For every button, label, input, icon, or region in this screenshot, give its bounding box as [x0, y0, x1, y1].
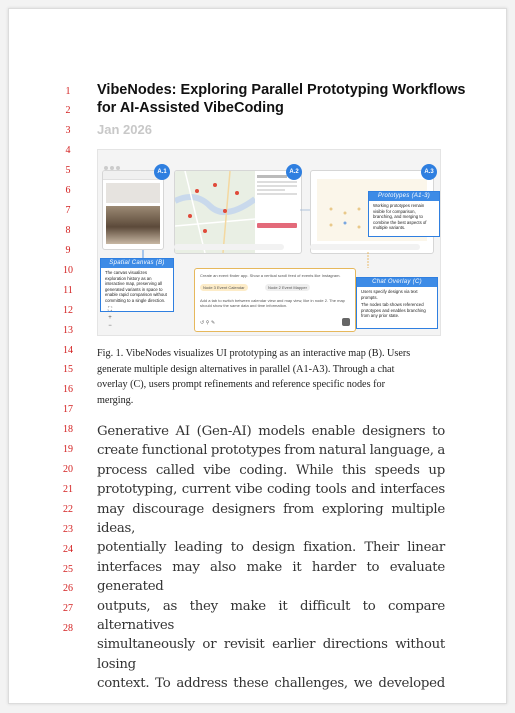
line-number: 26: [63, 583, 73, 594]
chat-message-text: Add a tab to switch between calendar view and map view, like in node 2. The map should show the same data and time information.: [200, 298, 345, 309]
zoom-in-icon[interactable]: +: [108, 315, 112, 321]
abstract-body: [97, 422, 445, 694]
figure-caption: [97, 346, 447, 408]
line-number: 19: [63, 444, 73, 455]
line-number: 23: [63, 524, 73, 535]
line-number: 6: [65, 185, 71, 196]
title-line: VibeNodes: Exploring Parallel Prototyping Workflows: [97, 82, 466, 98]
node-chip-label: Node 3 Event Calendar: [203, 285, 245, 290]
line-number: 8: [65, 225, 71, 236]
title-line: for AI-Assisted VibeCoding: [97, 100, 284, 116]
line-number: 15: [63, 364, 73, 375]
body-line: prototyping, current vibe coding tools and interfaces: [97, 482, 445, 498]
body-line: potentially leading to design fixation. Their linear: [97, 540, 445, 556]
prototypes-callout-title: Prototypes (A1-3): [369, 192, 439, 201]
body-line: context. To address these challenges, we developed: [97, 676, 445, 692]
line-number: 10: [63, 265, 73, 276]
line-number: 4: [65, 145, 71, 156]
line-number: 27: [63, 603, 73, 614]
spatial-canvas-callout-title: Spatial Canvas (B): [101, 259, 173, 268]
teaser-figure: [97, 149, 441, 336]
body-line: interfaces may also make it harder to evaluate generated: [97, 559, 445, 595]
body-line: simultaneously or revisit earlier directions without losing: [97, 637, 445, 672]
body-line: outputs, as they make it difficult to compare alternatives: [97, 598, 445, 634]
node-chip[interactable]: [200, 284, 248, 291]
line-number: 25: [63, 564, 73, 575]
body-line: may discourage designers from exploring multiple ideas,: [97, 501, 445, 537]
line-number: 1: [65, 86, 71, 97]
line-number: 5: [65, 165, 71, 176]
body-line: Generative AI (Gen-AI) models enable designers to: [97, 424, 445, 439]
caption-line: overlay (C), users prompt refinements and reference specific nodes for: [97, 379, 385, 390]
line-number: 17: [63, 404, 73, 415]
chat-overlay-callout-body: Users specify designs via text prompts.: [361, 289, 418, 300]
line-number: 22: [63, 504, 73, 515]
chat-overlay-callout: [356, 277, 438, 329]
line-number: 21: [63, 484, 73, 495]
chat-toolbar-icons[interactable]: ↺ ⚲ ✎: [200, 320, 216, 326]
zoom-out-icon[interactable]: −: [108, 323, 112, 329]
line-number: 3: [65, 125, 71, 136]
chat-overlay-panel: [194, 268, 356, 332]
chat-overlay-callout-body: The nodes tab shows referenced prototypes and enables branching from any prior state.: [361, 302, 426, 319]
line-number: 9: [65, 245, 71, 256]
caption-line: merging.: [97, 394, 134, 406]
send-button[interactable]: [342, 318, 350, 326]
paper-title: [97, 81, 477, 117]
chat-prompt-text: Create an event finder app. Show a vertical scroll feed of events like Instagram.: [200, 273, 341, 278]
line-number: 18: [63, 424, 73, 435]
line-number: 11: [63, 285, 73, 296]
node-chip[interactable]: [265, 284, 310, 291]
badge-a1: A.1: [154, 164, 170, 180]
line-number: 7: [65, 205, 71, 216]
spatial-canvas-callout: [100, 258, 174, 312]
fit-view-icon[interactable]: ⛶: [107, 307, 113, 313]
paper-page: [8, 8, 507, 704]
badge-a3: A.3: [421, 164, 437, 180]
body-line: process called vibe coding. While this speeds up: [97, 462, 445, 478]
body-line: create functional prototypes from natural language, a: [97, 443, 445, 459]
node-chip-label: Node 2 Event Mapper: [268, 285, 307, 290]
line-number: 28: [63, 623, 73, 634]
line-number: 12: [63, 305, 73, 316]
publication-date: Jan 2026: [97, 122, 152, 137]
spatial-canvas-callout-body: The canvas visualizes exploration history as an interactive map, preserving all generated variants in space to enable rapid comparison without committing to a single direction.: [105, 270, 167, 303]
badge-a2: A.2: [286, 164, 302, 180]
prototypes-callout-body: Working prototypes remain visible for comparison, branching, and merging to combine the best aspects of multiple variants.: [373, 203, 427, 231]
line-number: 20: [63, 464, 73, 475]
line-number: 2: [65, 105, 71, 116]
line-number: 14: [63, 345, 73, 356]
line-number: 16: [63, 384, 73, 395]
caption-line: Fig. 1. VibeNodes visualizes UI prototyping as an interactive map (B). Users: [97, 348, 411, 359]
chat-overlay-callout-title: Chat Overlay (C): [357, 278, 437, 287]
caption-line: generate multiple design alternatives in parallel (A1-A3). Through a chat: [97, 363, 395, 375]
line-number: 24: [63, 544, 73, 555]
prototypes-callout: [368, 191, 440, 237]
line-number: 13: [63, 325, 73, 336]
zoom-controls: [106, 306, 114, 330]
